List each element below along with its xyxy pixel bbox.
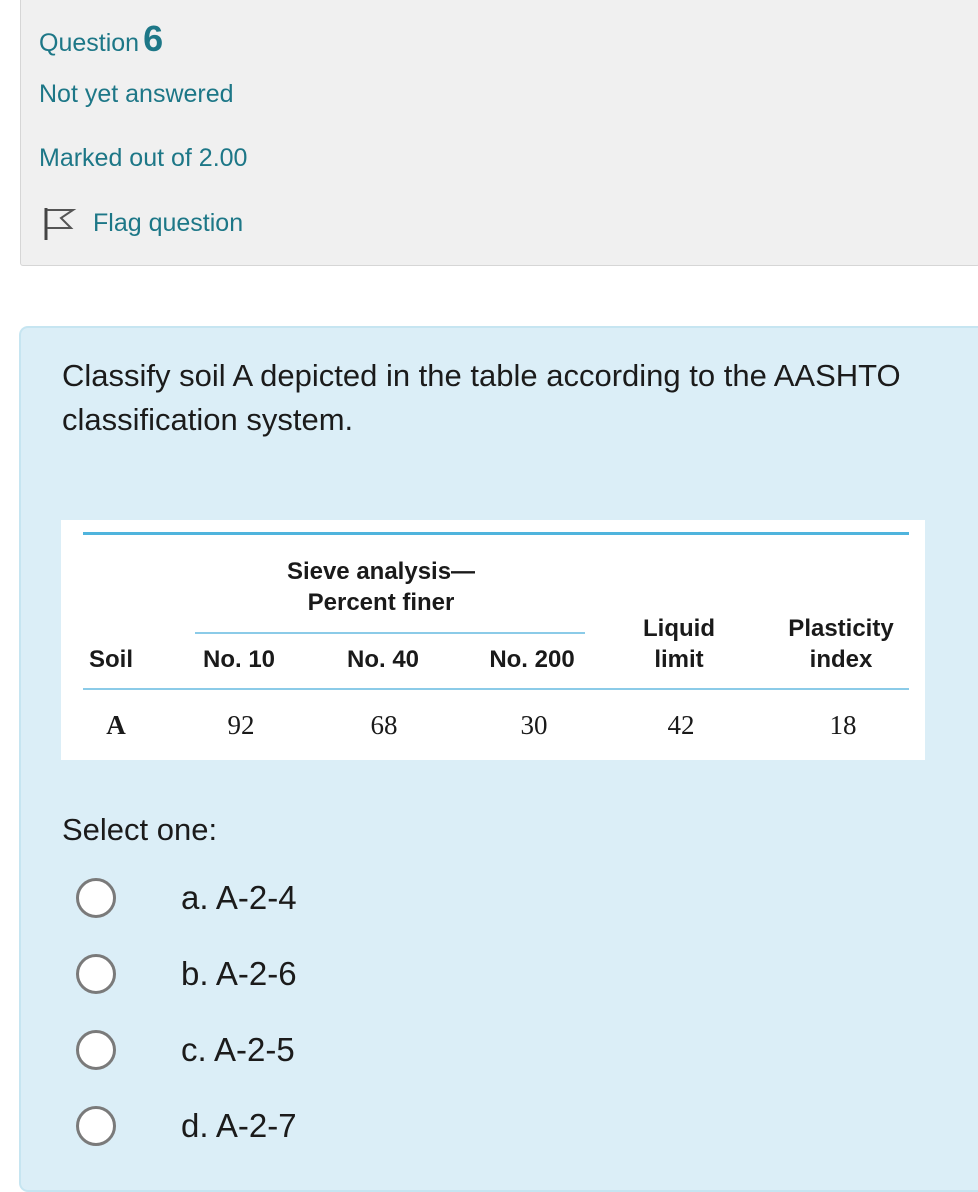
question-state: Not yet answered (39, 80, 234, 108)
radio-button-d[interactable] (76, 1106, 116, 1146)
sieve-group-rule (195, 632, 585, 634)
table-top-rule (83, 532, 909, 535)
radio-button-b[interactable] (76, 954, 116, 994)
header-sieve-analysis-line1: Sieve analysis— (286, 558, 476, 585)
flag-question-button[interactable] (41, 204, 243, 242)
cell-no10: 92 (227, 710, 255, 740)
header-plasticity-index-line1: Plasticity (788, 615, 894, 642)
question-number: 6 (143, 18, 164, 59)
radio-button-a[interactable] (76, 878, 116, 918)
cell-liquid-limit: 42 (667, 710, 695, 740)
answer-label-d[interactable]: d. A-2-7 (181, 1107, 297, 1144)
header-plasticity-index-line2: index (809, 646, 873, 673)
question-title (39, 18, 163, 60)
table-header-rule (83, 688, 909, 690)
question-info-panel (20, 0, 978, 266)
cell-plasticity-index: 18 (829, 710, 857, 740)
header-no200: No. 200 (489, 646, 575, 673)
answer-label-c[interactable]: c. A-2-5 (181, 1031, 295, 1068)
answer-option-d[interactable] (76, 1106, 297, 1146)
answer-option-a[interactable] (76, 878, 297, 918)
flag-question-label: Flag question (93, 208, 244, 237)
cell-soil: A (106, 710, 126, 740)
question-label: Question (39, 29, 140, 57)
answer-label-a[interactable]: a. A-2-4 (181, 879, 297, 916)
header-no10: No. 10 (202, 646, 276, 673)
cell-no200: 30 (520, 710, 548, 740)
header-sieve-analysis-line2: Percent finer (307, 589, 455, 616)
soil-data-table (61, 520, 925, 760)
header-soil: Soil (88, 646, 134, 673)
cell-no40: 68 (370, 710, 398, 740)
answer-option-b[interactable] (76, 954, 297, 994)
radio-button-c[interactable] (76, 1030, 116, 1070)
header-liquid-limit-line2: limit (654, 646, 704, 673)
question-formulation (19, 326, 978, 1192)
question-grade: Marked out of 2.00 (39, 144, 248, 172)
select-one-prompt: Select one: (62, 812, 218, 847)
flag-outline-icon (41, 204, 79, 242)
answer-option-c[interactable] (76, 1030, 295, 1070)
header-liquid-limit-line1: Liquid (643, 615, 715, 642)
question-text: Classify soil A depicted in the table according to the AASHTO classification system. (62, 358, 901, 437)
header-no40: No. 40 (346, 646, 420, 673)
answer-label-b[interactable]: b. A-2-6 (181, 955, 297, 992)
